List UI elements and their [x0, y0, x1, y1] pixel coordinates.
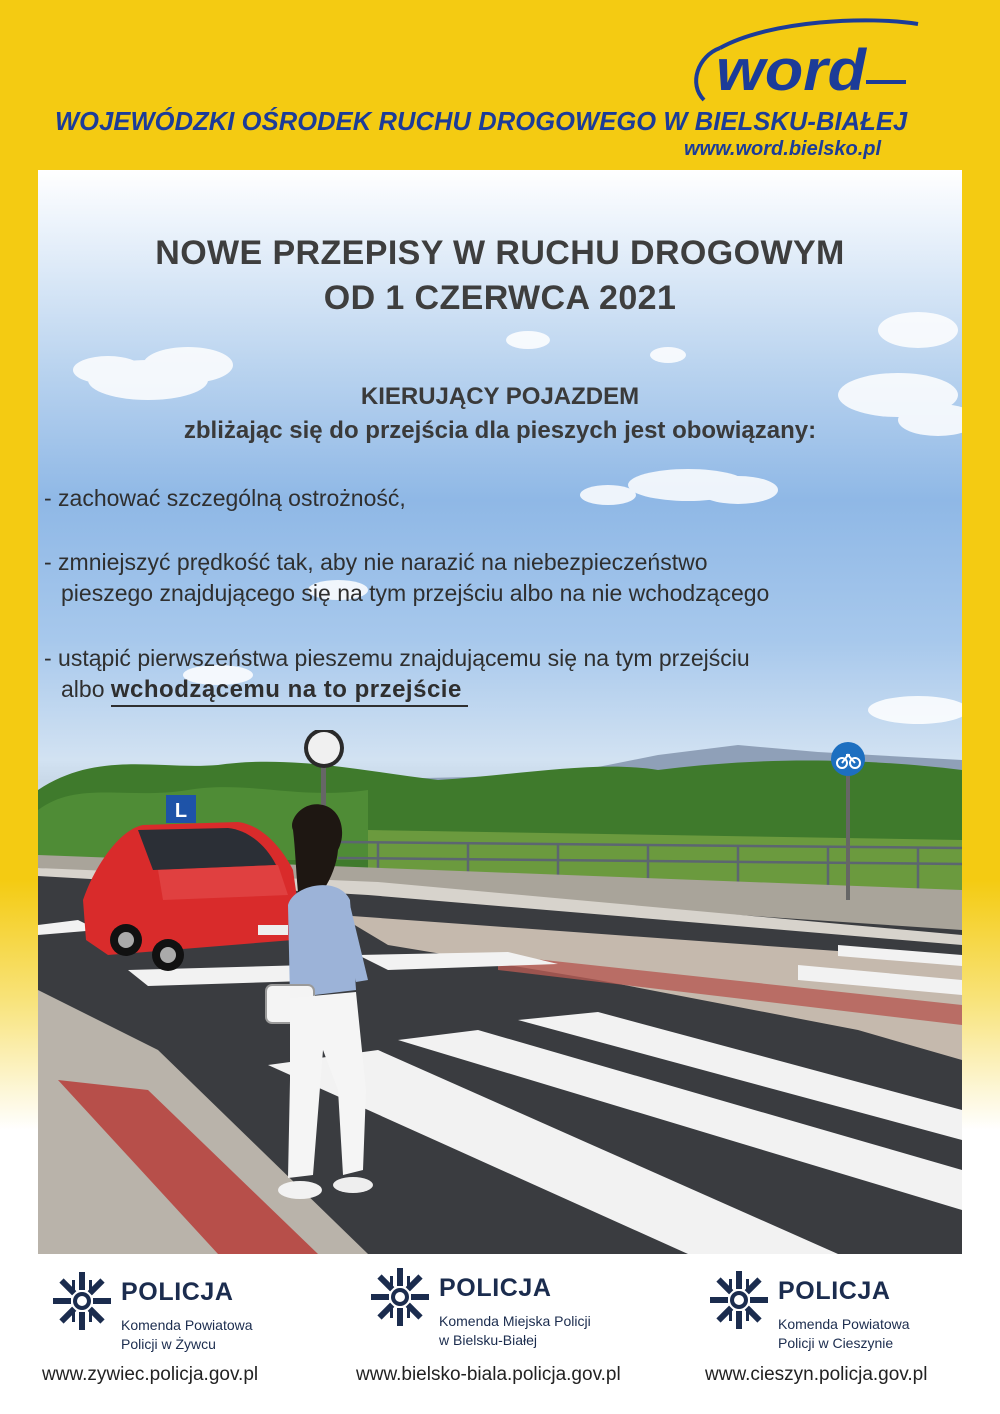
subhead-line-2: zbliżając się do przejścia dla pieszych jest obowiązany:: [183, 417, 817, 444]
rule-item-2-line-2: pieszego znajdującego się na tym przejściu albo na nie wchodzącego: [61, 580, 770, 606]
police-star-icon: [710, 1271, 768, 1329]
word-logo-text: word: [716, 38, 868, 103]
police-unit: [439, 1312, 591, 1350]
police-name: POLICJA: [778, 1277, 891, 1305]
police-unit-line-2: Policji w Cieszynie: [778, 1335, 894, 1351]
police-unit-line-2: Policji w Żywcu: [121, 1336, 216, 1352]
rule-item-2-line-1: - zmniejszyć prędkość tak, aby nie narazić na niebezpieczeństwo: [44, 549, 708, 575]
rule-item-3-emphasis: wchodzącemu na to przejście: [111, 676, 468, 707]
word-logo: [680, 14, 925, 109]
police-unit-line-2: w Bielsku-Białej: [439, 1332, 538, 1348]
police-url-cieszyn[interactable]: www.cieszyn.policja.gov.pl: [705, 1364, 928, 1385]
police-unit: [121, 1316, 253, 1354]
header: [0, 0, 1000, 170]
police-unit-line-1: Komenda Powiatowa: [121, 1317, 253, 1333]
police-unit-line-1: Komenda Powiatowa: [778, 1316, 910, 1332]
footer: [0, 1254, 1000, 1414]
svg-text:L: L: [174, 800, 188, 822]
rule-item-3-line-2: [61, 673, 468, 706]
police-star-icon: [53, 1272, 111, 1330]
poster-title-line-2: OD 1 CZERWCA 2021: [323, 279, 677, 317]
police-star-icon: [371, 1268, 429, 1326]
police-url-bielsko-biala[interactable]: www.bielsko-biala.policja.gov.pl: [356, 1364, 621, 1385]
police-url-zywiec[interactable]: www.zywiec.policja.gov.pl: [42, 1364, 259, 1385]
rule-item-3-prefix: albo: [61, 676, 111, 702]
police-unit: [778, 1315, 910, 1353]
poster-title-line-1: NOWE PRZEPISY W RUCHU DROGOWYM: [155, 234, 845, 272]
police-name: POLICJA: [121, 1278, 234, 1306]
org-name: WOJEWÓDZKI OŚRODEK RUCHU DROGOWEGO W BIELSKU-BIAŁEJ: [55, 108, 908, 136]
subhead-line-1: KIERUJĄCY POJAZDEM: [360, 383, 640, 410]
rule-item-1: - zachować szczególną ostrożność,: [44, 485, 406, 511]
rule-item-3-line-1: - ustąpić pierwszeństwa pieszemu znajdującemu się na tym przejściu: [44, 645, 750, 671]
street-scene-photo: [38, 730, 962, 1254]
police-name: POLICJA: [439, 1274, 552, 1302]
poster: [38, 170, 962, 1254]
org-url[interactable]: www.word.bielsko.pl: [684, 138, 882, 160]
police-unit-line-1: Komenda Miejska Policji: [439, 1313, 591, 1329]
